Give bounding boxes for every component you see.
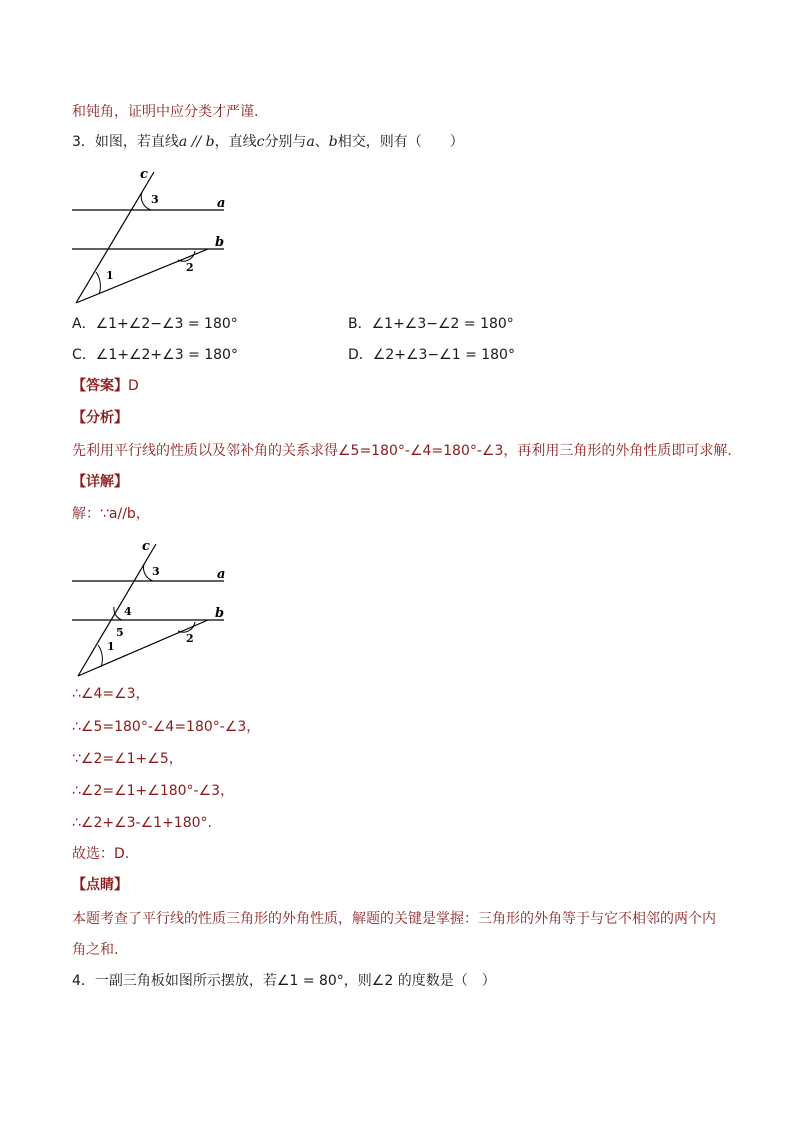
intro-line: 和钝角，证明中应分类才严谨. — [72, 104, 259, 120]
label-2: 2 — [186, 632, 194, 645]
detail-step: ∴∠4=∠3， — [72, 686, 150, 702]
comment-line-1: 本题考查了平行线的性质三角形的外角性质，解题的关键是掌握：三角形的外角等于与它不相邻的两个内 — [72, 911, 716, 927]
label-3: 3 — [152, 565, 160, 578]
option-c-letter: C． — [72, 347, 96, 363]
option-d — [348, 346, 515, 364]
var-b-2: b — [328, 134, 338, 150]
label-5: 5 — [116, 626, 124, 639]
label-1: 1 — [107, 640, 115, 653]
detail-step: ∴∠5=180°-∠4=180°-∠3， — [72, 719, 261, 735]
label-2: 2 — [186, 261, 194, 274]
label-4: 4 — [124, 605, 132, 618]
label-a: a — [217, 196, 226, 211]
question-number: 3 — [72, 134, 81, 150]
option-a-letter: A． — [72, 316, 96, 332]
label-3: 3 — [151, 193, 159, 206]
option-d-expr: ∠2+∠3−∠1 = 180° — [372, 347, 515, 363]
stem-prefix: ．如图，若直线 — [80, 134, 179, 150]
line-ray-2 — [76, 249, 208, 303]
option-b — [348, 315, 514, 333]
arc-angle-3 — [141, 192, 151, 210]
line-c — [76, 172, 154, 303]
question-3-stem — [72, 133, 464, 151]
figure-2 — [60, 535, 240, 683]
label-c: c — [140, 167, 148, 182]
option-c — [72, 346, 238, 364]
option-b-expr: ∠1+∠3−∠2 = 180° — [371, 316, 514, 332]
arc-angle-1 — [98, 645, 102, 667]
line-ray-2 — [78, 620, 208, 676]
label-c: c — [142, 539, 150, 554]
var-a: a — [178, 134, 188, 150]
answer-tag: 【答案】 — [72, 378, 128, 394]
figure-1 — [60, 162, 240, 310]
detail-conclusion: 故选：D. — [72, 846, 130, 862]
option-b-letter: B． — [348, 316, 372, 332]
arc-angle-2 — [178, 622, 195, 632]
detail-tag: 【详解】 — [72, 474, 128, 490]
answer-line — [72, 377, 139, 395]
label-b: b — [215, 235, 225, 250]
stem-suffix: 相交，则有（ ） — [337, 134, 464, 150]
question-4-stem: 4．一副三角板如图所示摆放，若∠1 = 80°，则∠2 的度数是（ ） — [72, 973, 496, 989]
arc-angle-1 — [96, 272, 100, 294]
parallel-sign: // — [187, 134, 206, 150]
detail-start: 解：∵a//b， — [72, 506, 150, 522]
stem-mid1: ，直线 — [214, 134, 257, 150]
detail-step: ∴∠2+∠3-∠1+180°. — [72, 815, 212, 831]
var-b: b — [205, 134, 215, 150]
line-c — [78, 544, 156, 676]
comment-line-2: 角之和. — [72, 942, 119, 958]
label-b: b — [215, 606, 225, 621]
analysis-text: 先利用平行线的性质以及邻补角的关系求得∠5=180°-∠4=180°-∠3，再利用三角形的外角性质即可求解. — [72, 443, 732, 459]
stem-mid2: 分别与 — [264, 134, 307, 150]
analysis-tag: 【分析】 — [72, 410, 128, 426]
option-a — [72, 315, 238, 333]
label-a: a — [217, 567, 226, 582]
var-a-2: a — [306, 134, 315, 150]
label-1: 1 — [106, 269, 114, 282]
comment-tag: 【点睛】 — [72, 877, 128, 893]
option-c-expr: ∠1+∠2+∠3 = 180° — [95, 347, 238, 363]
option-a-expr: ∠1+∠2−∠3 = 180° — [95, 316, 238, 332]
answer-value: D — [128, 378, 139, 394]
var-c: c — [256, 134, 265, 150]
detail-step: ∴∠2=∠1+∠180°-∠3， — [72, 783, 235, 799]
option-d-letter: D． — [348, 347, 373, 363]
stem-sep: 、 — [314, 134, 329, 150]
detail-step: ∵∠2=∠1+∠5， — [72, 751, 183, 767]
